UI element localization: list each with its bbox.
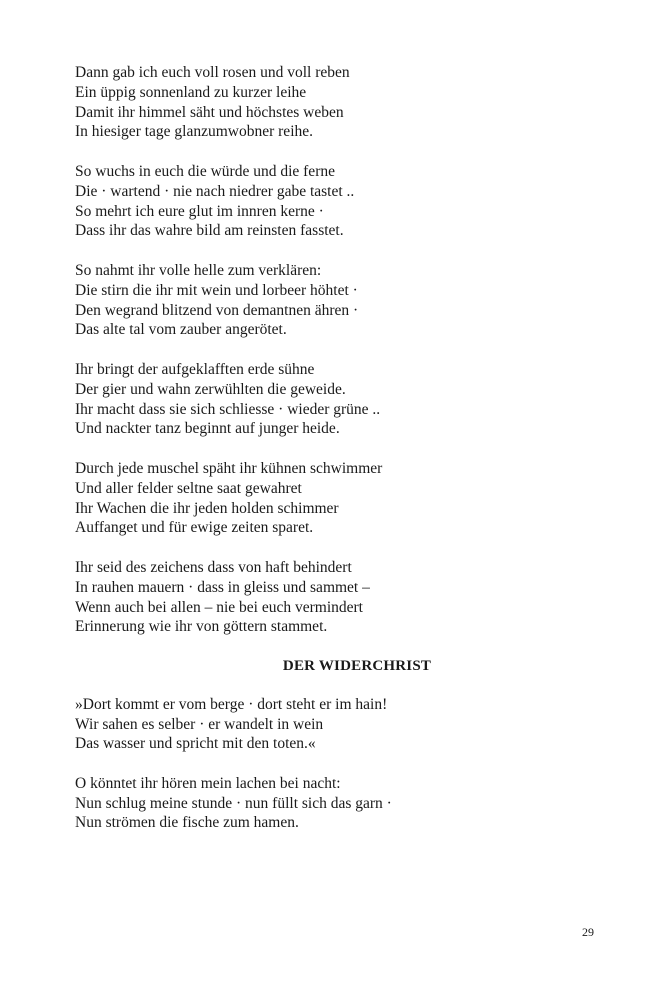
verse-line: Der gier und wahn zerwühlten die geweide. <box>75 380 346 398</box>
verse-line: Auffanget und für ewige zeiten sparet. <box>75 519 314 537</box>
verse-line: Und nackter tanz beginnt auf junger heide. <box>75 420 340 438</box>
poem-one-stanza-2 <box>75 162 595 241</box>
verse-line: Ein üppig sonnenland zu kurzer leihe <box>75 83 307 101</box>
verse-line: Erinnerung wie ihr von göttern stammet. <box>75 618 328 636</box>
verse-line: Durch jede muschel späht ihr kühnen schwimmer <box>75 459 383 477</box>
verse-line: Dann gab ich euch voll rosen und voll reben <box>75 64 350 81</box>
poem-one-stanza-1 <box>75 63 595 142</box>
page-text <box>75 63 595 853</box>
poem-one-stanza-6 <box>75 558 595 637</box>
verse-line: Nun strömen die fische zum hamen. <box>75 814 299 832</box>
verse-line: »Dort kommt er vom berge · dort steht er im hain! <box>75 695 388 713</box>
verse-line: Die · wartend · nie nach niedrer gabe tastet .. <box>75 182 355 200</box>
verse-line: In rauhen mauern · dass in gleiss und sammet – <box>75 578 370 596</box>
poem-two-stanza-2 <box>75 774 595 833</box>
poem-two-stanza-1 <box>75 695 595 754</box>
verse-line: So wuchs in euch die würde und die ferne <box>75 162 335 180</box>
poem-one-stanza-3 <box>75 261 595 340</box>
verse-line: Und aller felder seltne saat gewahret <box>75 479 302 497</box>
verse-line: So mehrt ich eure glut im innren kerne · <box>75 202 324 220</box>
poem-title: DER WIDERCHRIST <box>282 657 432 674</box>
verse-line: Ihr bringt der aufgeklafften erde sühne <box>75 360 315 378</box>
verse-line: Ihr seid des zeichens dass von haft behindert <box>75 558 352 576</box>
verse-line: Den wegrand blitzend von demantnen ähren · <box>75 301 359 319</box>
verse-line: Dass ihr das wahre bild am reinsten fasstet. <box>75 222 344 240</box>
verse-line: O könntet ihr hören mein lachen bei nacht: <box>75 774 341 792</box>
verse-line: Damit ihr himmel säht und höchstes weben <box>75 103 344 121</box>
poem-one-stanza-4 <box>75 360 595 439</box>
verse-line: Nun schlug meine stunde · nun füllt sich das garn · <box>75 794 392 812</box>
verse-line: So nahmt ihr volle helle zum verklären: <box>75 261 322 279</box>
verse-line: Ihr Wachen die ihr jeden holden schimmer <box>75 499 339 517</box>
verse-line: Ihr macht dass sie sich schliesse · wieder grüne .. <box>75 400 381 418</box>
verse-line: Das alte tal vom zauber angerötet. <box>75 321 287 339</box>
page-number: 29 <box>582 925 594 939</box>
verse-line: Die stirn die ihr mit wein und lorbeer höhtet · <box>75 281 358 299</box>
verse-line: Wir sahen es selber · er wandelt in wein <box>75 715 324 733</box>
verse-line: In hiesiger tage glanzumwobner reihe. <box>75 123 314 141</box>
verse-line: Das wasser und spricht mit den toten.« <box>75 735 316 753</box>
verse-line: Wenn auch bei allen – nie bei euch vermindert <box>75 598 363 616</box>
poem-one-stanza-5 <box>75 459 595 538</box>
